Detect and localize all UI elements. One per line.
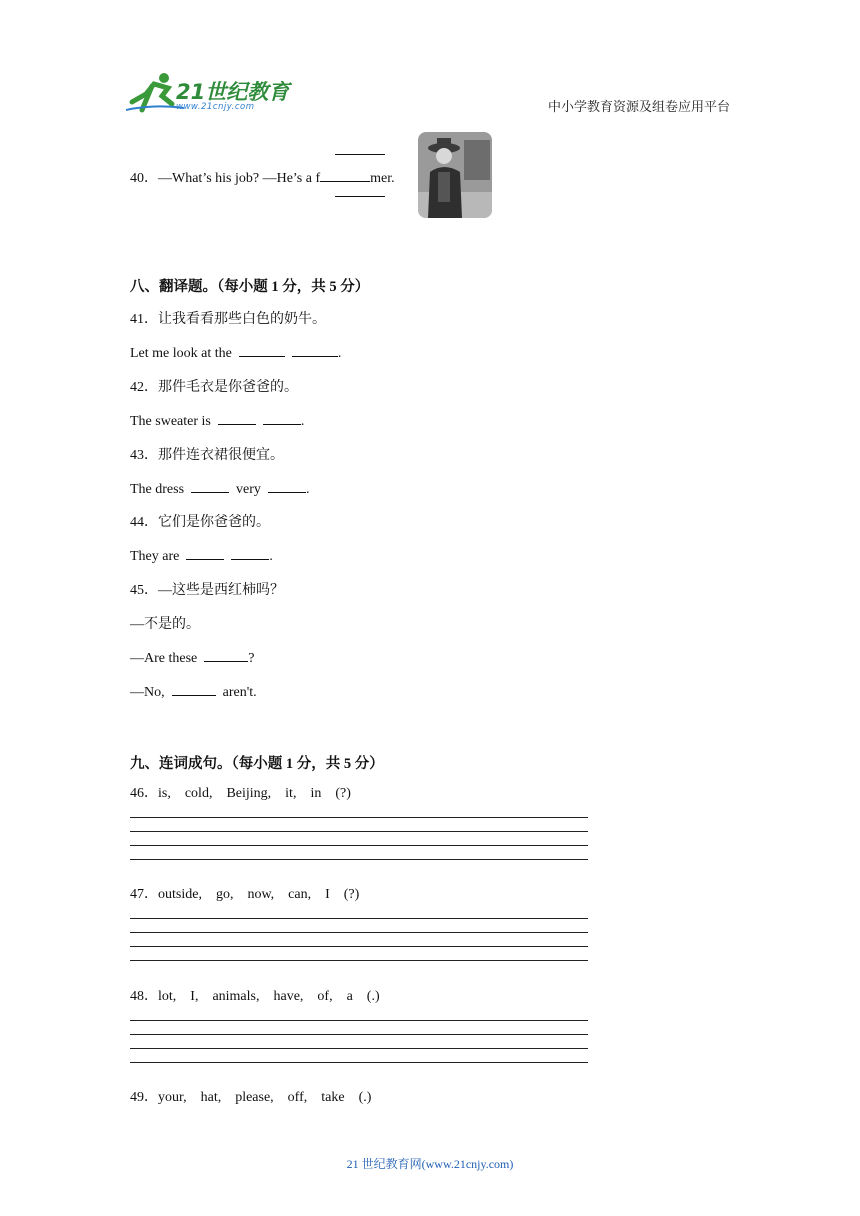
section-8-title: 八、翻译题。（每小题 1 分，共 5 分）: [130, 279, 370, 295]
q42-chinese: 42．那件毛衣是你爸爸的。: [130, 380, 298, 395]
q45-chinese-2: —不是的。: [130, 617, 200, 632]
q43-blank-2[interactable]: [268, 478, 306, 493]
q41-blank-2[interactable]: [292, 342, 338, 357]
farmer-picture: [418, 132, 492, 218]
q45-english-2: —No, aren't.: [130, 681, 257, 701]
q45-blank-1[interactable]: [204, 647, 248, 662]
q45-english-1: —Are these ?: [130, 647, 254, 667]
q44-blank-1[interactable]: [186, 545, 224, 560]
q42-blank-2[interactable]: [263, 410, 301, 425]
header-platform-text: 中小学教育资源及组卷应用平台: [547, 99, 730, 114]
q46-answer-lines[interactable]: [130, 817, 588, 873]
blank-line-bottom: [335, 196, 385, 197]
q49-words: 49．your, hat, please, off, take (.): [130, 1090, 372, 1105]
q43-chinese: 43．那件连衣裙很便宜。: [130, 448, 284, 463]
q40-text: 40．—What’s his job? —He’s a f: [130, 171, 321, 186]
q47-answer-lines[interactable]: [130, 918, 588, 974]
q40-blank[interactable]: [320, 167, 370, 182]
q45-blank-2[interactable]: [172, 681, 216, 696]
q40-suffix: mer.: [370, 171, 395, 186]
q41-blank-1[interactable]: [239, 342, 285, 357]
q43-blank-1[interactable]: [191, 478, 229, 493]
q45-chinese-1: 45．—这些是西红柿吗？: [130, 583, 284, 598]
q44-chinese: 44．它们是你爸爸的。: [130, 515, 270, 530]
logo-url: www.21cnjy.com: [176, 102, 255, 112]
q41-chinese: 41．让我看看那些白色的奶牛。: [130, 312, 326, 327]
section-9-title: 九、连词成句。（每小题 1 分，共 5 分）: [130, 756, 384, 772]
site-logo: [124, 70, 294, 116]
q44-english: They are .: [130, 545, 273, 565]
q42-blank-1[interactable]: [218, 410, 256, 425]
q44-blank-2[interactable]: [231, 545, 269, 560]
blank-line-top: [335, 154, 385, 155]
q42-english: The sweater is .: [130, 410, 304, 430]
q41-english: Let me look at the .: [130, 342, 341, 362]
footer-text: 21 世纪教育网(www.21cnjy.com): [346, 1157, 514, 1171]
q48-words: 48．lot, I, animals, have, of, a (.): [130, 989, 380, 1004]
q47-words: 47．outside, go, now, can, I (?): [130, 887, 360, 902]
q43-english: The dress very .: [130, 478, 309, 498]
q46-words: 46．is, cold, Beijing, it, in (?): [130, 786, 351, 801]
logo-text: 21世纪教育: [176, 80, 290, 104]
question-40: [130, 167, 395, 187]
q48-answer-lines[interactable]: [130, 1020, 588, 1076]
